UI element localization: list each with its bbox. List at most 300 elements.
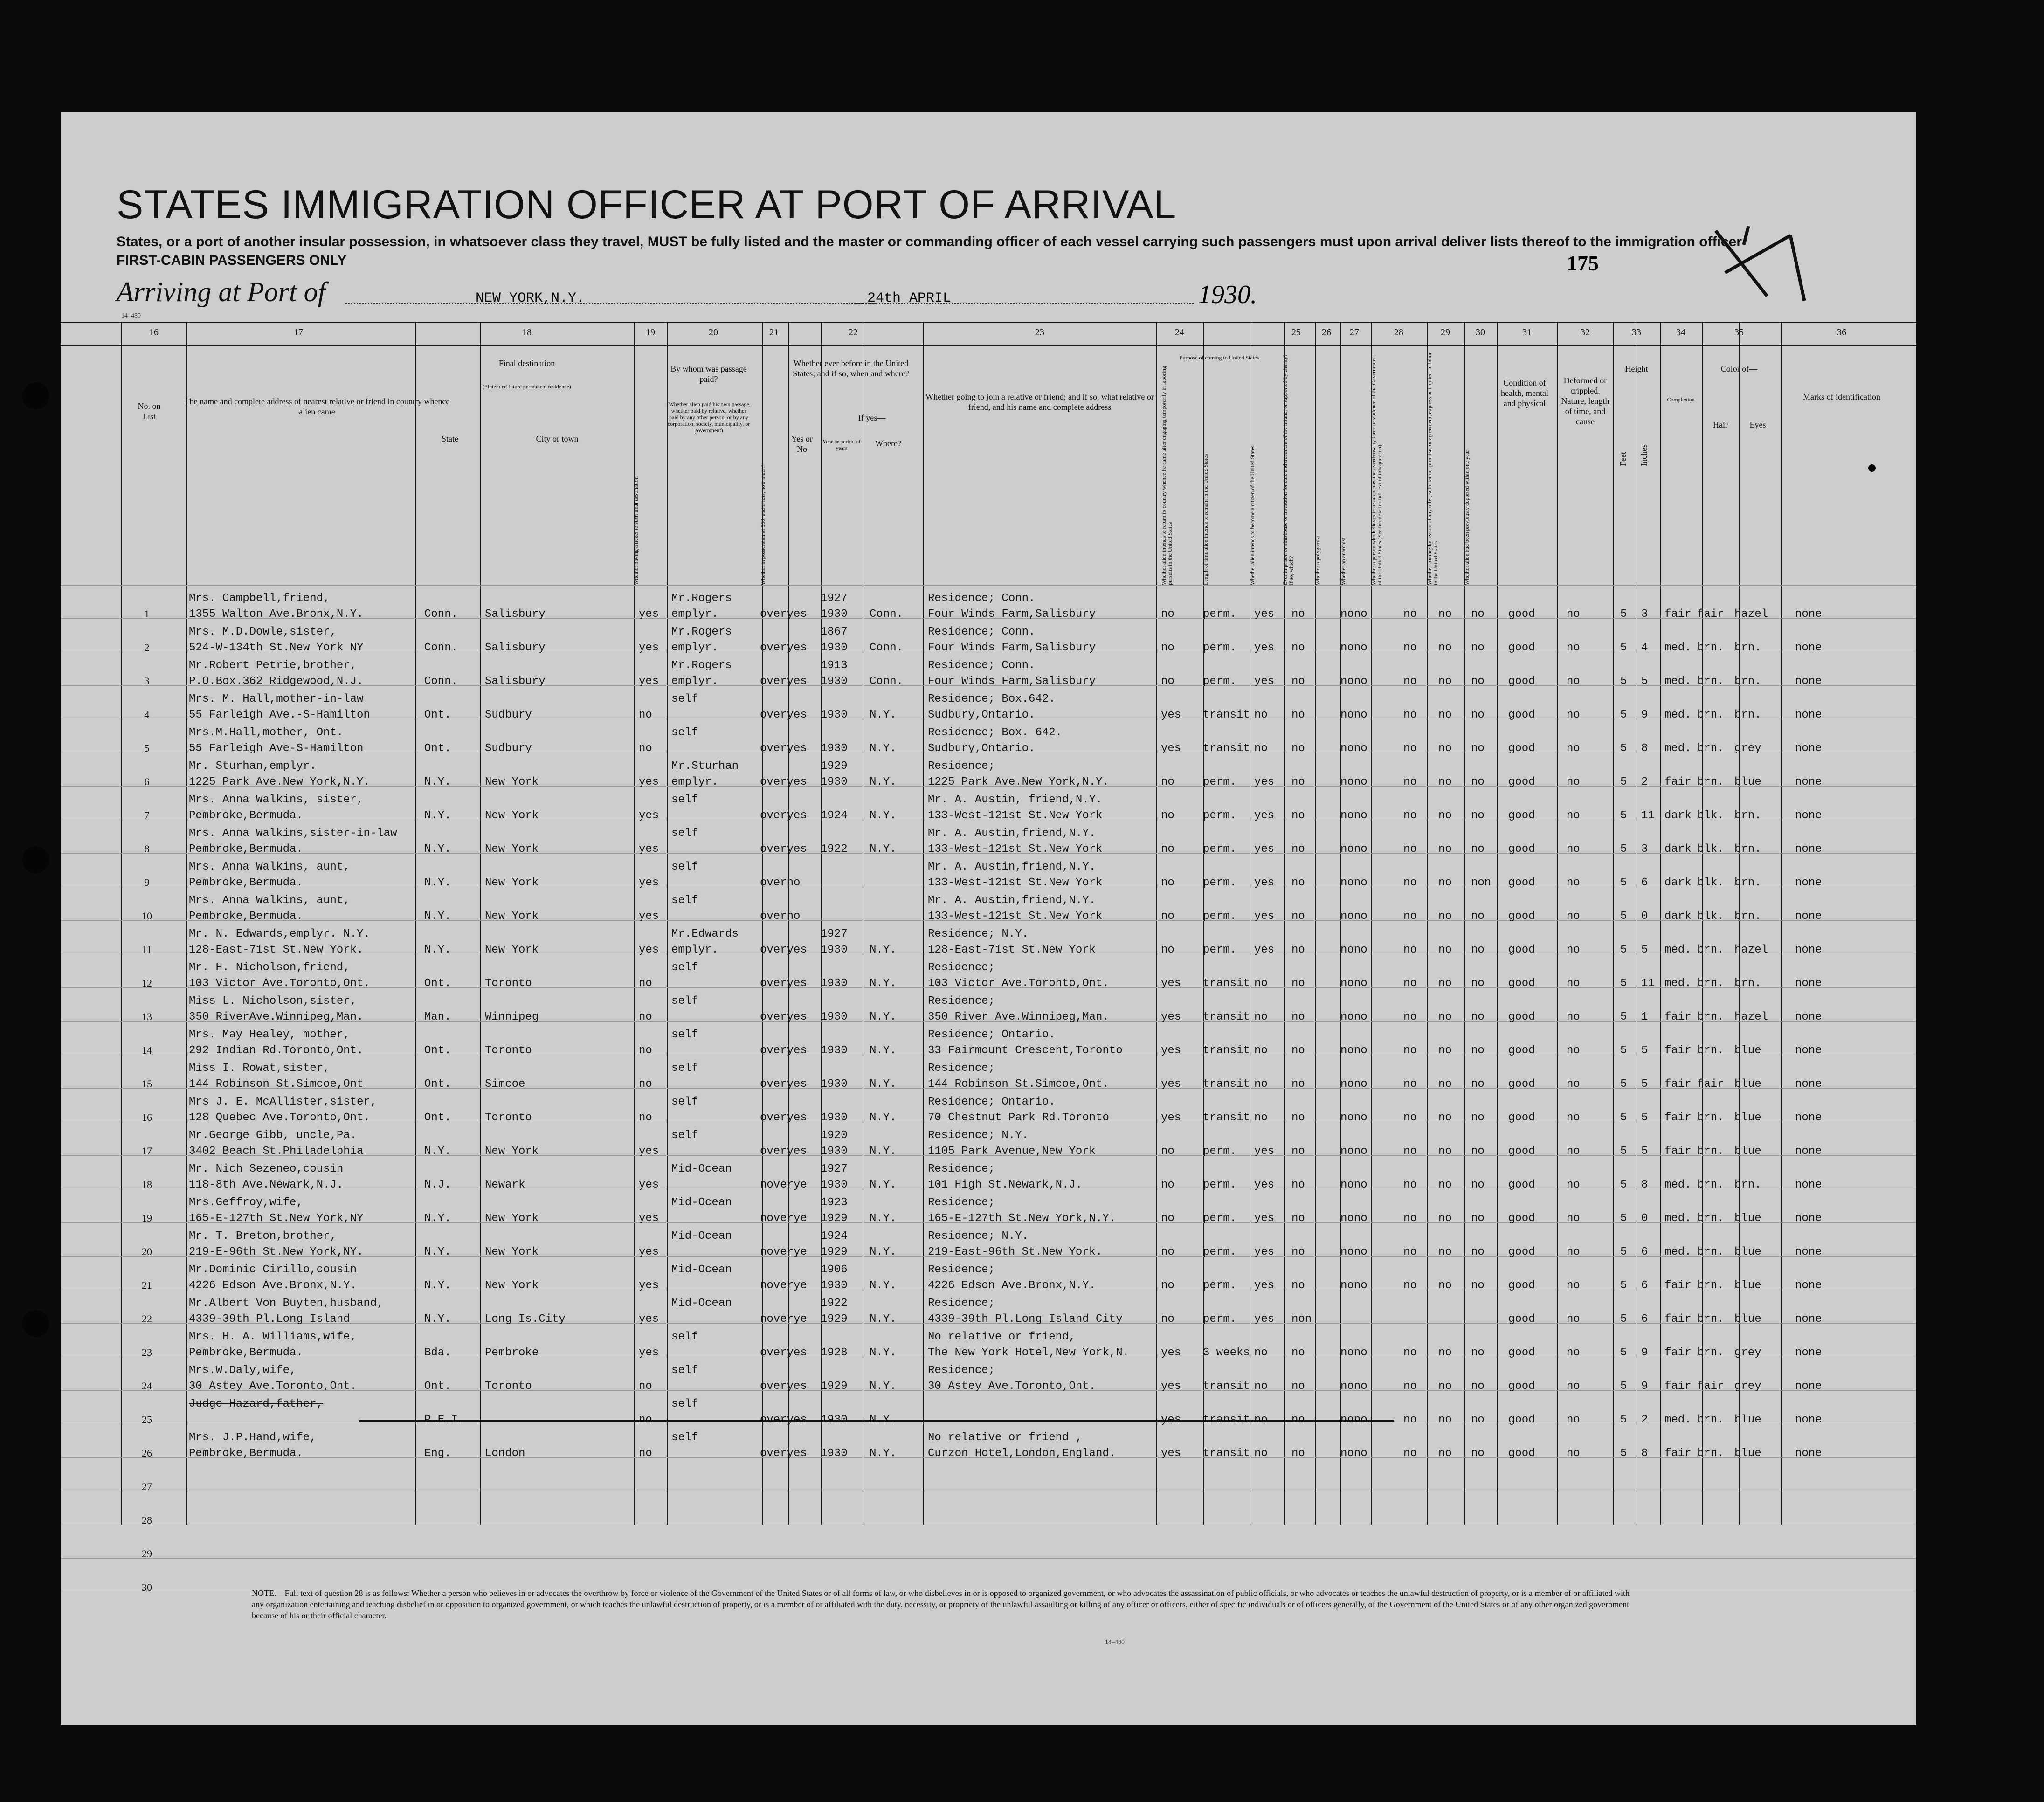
- cell-state: Ont.: [424, 742, 451, 755]
- cell-inches: 8: [1641, 1447, 1648, 1460]
- cell-eyes: brn.: [1734, 977, 1761, 990]
- cell-feet: 5: [1620, 742, 1627, 755]
- cell-year2: 1930: [821, 709, 848, 721]
- cell-city: New York: [485, 877, 539, 889]
- cell-feet: 5: [1620, 1179, 1627, 1191]
- cell-citizen: yes: [1254, 944, 1275, 956]
- cell-inches: 11: [1641, 977, 1655, 990]
- cell-eyes: brn.: [1734, 1179, 1761, 1191]
- cell-join1: Mr. A. Austin,friend,N.Y.: [928, 827, 1096, 840]
- cell-health: good: [1508, 675, 1535, 688]
- cell-c29: no: [1438, 843, 1452, 856]
- cell-rel2: Pembroke,Bermuda.: [189, 1447, 303, 1460]
- cell-c29: no: [1438, 1212, 1452, 1225]
- cell-city: Toronto: [485, 1044, 532, 1057]
- cell-state: N.Y.: [424, 1279, 451, 1292]
- row-number: 11: [142, 944, 152, 955]
- hdr-c24b: Length of time alien intends to remain in the United States: [1202, 454, 1209, 585]
- cell-join2: 133-West-121st St.New York: [928, 809, 1103, 822]
- cell-health: good: [1508, 1414, 1535, 1426]
- cell-prison: no: [1291, 608, 1305, 621]
- cell-eyes: blue: [1734, 1447, 1761, 1460]
- cell-inches: 2: [1641, 1414, 1648, 1426]
- cell-c30: no: [1471, 1145, 1485, 1158]
- cell-join2: 70 Chestnut Park Rd.Toronto: [928, 1112, 1109, 1124]
- cell-length: transit: [1203, 1044, 1250, 1057]
- cell-perm: no: [1161, 608, 1174, 621]
- cell-health: good: [1508, 1279, 1535, 1292]
- cell-complexion: med.: [1664, 1179, 1692, 1191]
- cell-deformed: no: [1567, 1212, 1580, 1225]
- cell-perm: yes: [1161, 1044, 1181, 1057]
- cell-complexion: fair: [1664, 1044, 1692, 1057]
- cell-prison: no: [1291, 1346, 1305, 1359]
- cell-hair: brn.: [1697, 1212, 1724, 1225]
- cell-money: noverye: [760, 1313, 807, 1326]
- cell-health: good: [1508, 1313, 1535, 1326]
- cell-join2: 133-West-121st St.New York: [928, 877, 1103, 889]
- cell-citizen: no: [1254, 1447, 1268, 1460]
- cell-year2: 1929: [821, 1380, 848, 1393]
- cell-paid1: Mr.Edwards: [671, 928, 739, 940]
- cell-poly: nono: [1340, 1346, 1367, 1359]
- cell-where: N.Y.: [870, 1011, 897, 1023]
- cell-inches: 11: [1641, 809, 1655, 822]
- cell-rel1: Mrs. Anna Walkins, sister,: [189, 794, 364, 806]
- hdr-c33: Height: [1625, 364, 1648, 373]
- cell-where: N.Y.: [870, 809, 897, 822]
- cell-c28: no: [1403, 1279, 1417, 1292]
- cell-complexion: fair: [1664, 776, 1692, 788]
- footnote: NOTE.—Full text of question 28 is as follows: Whether a person who believes in or advocates the overthrow by force or violence of the Government of the United States or of all forms of law, or who disbelieves in or is opposed to organized government, or who advocates the assassination of public officials, or who advocates or teaches the unlawful destruction of property, or is a member of or affiliated with any organization entertaining and teaching disbelief in or opposition to organized government, or which teaches the unlawful destruction of property, or is a member of or affiliated with the duty, necessity, or propriety of the unlawful assaulting or killing of any officer or officers, either of specific individuals or of officers generally, of the Government of the United States or of any other organized government because of his or their official character.: [252, 1588, 1630, 1620]
- cell-c30: no: [1471, 1112, 1485, 1124]
- cell-c29: no: [1438, 1078, 1452, 1091]
- cell-length: 3 weeks: [1203, 1346, 1250, 1359]
- cell-year1: 1927: [821, 928, 848, 940]
- cell-rel1: Miss I. Rowat,sister,: [189, 1062, 330, 1075]
- cell-eyes: brn.: [1734, 910, 1761, 923]
- cell-year1: 1929: [821, 760, 848, 773]
- cell-where: N.Y.: [870, 709, 897, 721]
- cell-poly: nono: [1340, 1078, 1367, 1091]
- cell-money: noverye: [760, 1246, 807, 1258]
- cell-paid1: self: [671, 1398, 698, 1410]
- cell-complexion: fair: [1664, 1380, 1692, 1393]
- cell-hair: brn.: [1697, 776, 1724, 788]
- row-number: 19: [142, 1212, 152, 1224]
- cell-where: N.Y.: [870, 776, 897, 788]
- row-number: 25: [142, 1414, 152, 1425]
- cell-prison: no: [1291, 977, 1305, 990]
- cell-ticket: no: [639, 709, 652, 721]
- cell-perm: no: [1161, 776, 1174, 788]
- cell-c30: no: [1471, 1212, 1485, 1225]
- cell-inches: 0: [1641, 910, 1648, 923]
- cell-where: N.Y.: [870, 1179, 897, 1191]
- cell-feet: 5: [1620, 944, 1627, 956]
- cell-length: perm.: [1203, 809, 1237, 822]
- cell-feet: 5: [1620, 1078, 1627, 1091]
- row-number: 8: [144, 843, 150, 855]
- column-number: 28: [1394, 327, 1403, 338]
- row-number: 24: [142, 1380, 152, 1392]
- cell-year2: 1930: [821, 675, 848, 688]
- cell-marks: none: [1795, 1044, 1822, 1057]
- cell-money: overyes: [760, 843, 807, 856]
- cell-eyes: brn.: [1734, 709, 1761, 721]
- cell-city: New York: [485, 1279, 539, 1292]
- cell-poly: nono: [1340, 709, 1367, 721]
- cell-hair: brn.: [1697, 675, 1724, 688]
- cell-join1: Residence; Box.642.: [928, 693, 1056, 705]
- column-number: 32: [1581, 327, 1590, 338]
- cell-feet: 5: [1620, 1011, 1627, 1023]
- cell-c30: no: [1471, 742, 1485, 755]
- cell-paid1: self: [671, 1029, 698, 1041]
- cell-poly: nono: [1340, 1414, 1367, 1426]
- ink-dot: [1868, 464, 1876, 472]
- cell-prison: no: [1291, 1078, 1305, 1091]
- cell-state: N.Y.: [424, 877, 451, 889]
- cell-join2: Four Winds Farm,Salisbury: [928, 675, 1096, 688]
- column-number: 30: [1476, 327, 1485, 338]
- cell-perm: no: [1161, 642, 1174, 654]
- strike-line: [359, 1420, 1394, 1422]
- cell-deformed: no: [1567, 608, 1580, 621]
- cell-c29: no: [1438, 944, 1452, 956]
- cell-join1: Residence; N.Y.: [928, 1129, 1029, 1142]
- cell-inches: 0: [1641, 1212, 1648, 1225]
- cell-where: N.Y.: [870, 1447, 897, 1460]
- cell-perm: no: [1161, 843, 1174, 856]
- cell-length: transit: [1203, 1447, 1250, 1460]
- cell-complexion: med.: [1664, 1246, 1692, 1258]
- cell-city: Pembroke: [485, 1346, 539, 1359]
- cell-join1: Residence;: [928, 1062, 995, 1075]
- cell-rel2: Pembroke,Bermuda.: [189, 910, 303, 923]
- cell-state: N.Y.: [424, 1246, 451, 1258]
- cell-feet: 5: [1620, 1346, 1627, 1359]
- cell-length: perm.: [1203, 776, 1237, 788]
- cell-state: Conn.: [424, 642, 458, 654]
- cell-complexion: fair: [1664, 1078, 1692, 1091]
- cell-citizen: no: [1254, 1078, 1268, 1091]
- cell-paid1: Mid-Ocean: [671, 1163, 732, 1175]
- cell-rel2: Pembroke,Bermuda.: [189, 1346, 303, 1359]
- cell-citizen: yes: [1254, 877, 1275, 889]
- cell-c30: no: [1471, 1078, 1485, 1091]
- cell-where: Conn.: [870, 608, 904, 621]
- arriving-year: 1930.: [1198, 280, 1257, 309]
- cell-year1: 1924: [821, 1230, 848, 1243]
- hdr-c34: Complexion: [1667, 396, 1695, 403]
- cell-ticket: yes: [639, 910, 659, 923]
- cell-paid1: Mr.Rogers: [671, 626, 732, 638]
- hdr-c18-note: (*Intended future permanent residence): [483, 383, 571, 390]
- page-number: 175: [1567, 251, 1599, 275]
- cell-deformed: no: [1567, 1414, 1580, 1426]
- cell-hair: brn.: [1697, 1112, 1724, 1124]
- cell-paid1: self: [671, 995, 698, 1008]
- cell-join1: Residence; Ontario.: [928, 1096, 1056, 1108]
- cell-c30: no: [1471, 675, 1485, 688]
- cell-c29: no: [1438, 977, 1452, 990]
- cell-c30: no: [1471, 1346, 1485, 1359]
- cell-rel1: Mr.Dominic Cirillo,cousin: [189, 1263, 357, 1276]
- cell-join1: Residence; N.Y.: [928, 1230, 1029, 1243]
- hdr-c19: Whether having a ticket to such final destination: [633, 476, 639, 585]
- cell-year2: 1929: [821, 1212, 848, 1225]
- cell-rel2: P.O.Box.362 Ridgewood,N.J.: [189, 675, 364, 688]
- cell-complexion: fair: [1664, 1279, 1692, 1292]
- cell-c30: no: [1471, 1044, 1485, 1057]
- cell-c28: no: [1403, 1145, 1417, 1158]
- cell-c29: no: [1438, 1044, 1452, 1057]
- cell-paid1: Mr.Rogers: [671, 659, 732, 672]
- cell-eyes: blue: [1734, 776, 1761, 788]
- cell-c30: no: [1471, 608, 1485, 621]
- cell-prison: no: [1291, 709, 1305, 721]
- cell-feet: 5: [1620, 1246, 1627, 1258]
- cell-health: good: [1508, 1011, 1535, 1023]
- cell-money: overyes: [760, 1447, 807, 1460]
- cell-ticket: yes: [639, 944, 659, 956]
- cell-hair: brn.: [1697, 742, 1724, 755]
- cell-inches: 1: [1641, 1011, 1648, 1023]
- cell-prison: no: [1291, 1011, 1305, 1023]
- cell-rel2: 4339-39th Pl.Long Island: [189, 1313, 350, 1326]
- cell-where: N.Y.: [870, 1078, 897, 1091]
- cell-state: Bda.: [424, 1346, 451, 1359]
- cell-complexion: dark: [1664, 877, 1692, 889]
- column-rule: [788, 322, 789, 1525]
- cell-rel1: Mr. T. Breton,brother,: [189, 1230, 337, 1243]
- cell-c28: no: [1403, 877, 1417, 889]
- cell-length: perm.: [1203, 1179, 1237, 1191]
- cell-inches: 5: [1641, 1112, 1648, 1124]
- column-rule: [186, 322, 187, 1525]
- hdr-c22-ifyes: If yes—: [858, 413, 886, 422]
- subtitle-line: States, or a port of another insular possession, in whatsoever class they travel, MUST be fully listed and the master or commanding officer of each vessel carrying such passengers must upon arrival deliver lists thereof to the immigration officer: [117, 234, 1742, 249]
- cell-health: good: [1508, 1145, 1535, 1158]
- column-rule: [1497, 322, 1498, 1525]
- arriving-port: NEW YORK,N.Y.: [476, 290, 585, 306]
- cell-length: transit: [1203, 1078, 1250, 1091]
- cell-eyes: blue: [1734, 1212, 1761, 1225]
- cell-rel1: Mr.Albert Von Buyten,husband,: [189, 1297, 384, 1310]
- cell-length: perm.: [1203, 608, 1237, 621]
- hdr-c30: Whether alien had been previously deported within one year: [1464, 450, 1470, 585]
- cell-state: Ont.: [424, 1380, 451, 1393]
- cell-join2: 128-East-71st St.New York: [928, 944, 1096, 956]
- cell-eyes: brn.: [1734, 642, 1761, 654]
- cell-marks: none: [1795, 809, 1822, 822]
- cell-c28: no: [1403, 1044, 1417, 1057]
- cell-join1: Residence;: [928, 1163, 995, 1175]
- handwritten-mark-icon: [1697, 217, 1818, 310]
- cell-ticket: yes: [639, 877, 659, 889]
- cell-year2: 1930: [821, 1078, 848, 1091]
- cell-money: overyes: [760, 1044, 807, 1057]
- column-rule: [821, 322, 822, 1525]
- cell-eyes: grey: [1734, 742, 1761, 755]
- cell-city: Salisbury: [485, 608, 546, 621]
- cell-perm: yes: [1161, 1447, 1181, 1460]
- cell-join2: 350 River Ave.Winnipeg,Man.: [928, 1011, 1109, 1023]
- cell-rel2: 144 Robinson St.Simcoe,Ont: [189, 1078, 364, 1091]
- cell-join2: Curzon Hotel,London,England.: [928, 1447, 1116, 1460]
- cell-citizen: yes: [1254, 608, 1275, 621]
- cell-hair: fair: [1697, 608, 1724, 621]
- cell-join2: 30 Astey Ave.Toronto,Ont.: [928, 1380, 1096, 1393]
- cell-deformed: no: [1567, 1279, 1580, 1292]
- cell-rel1: Mrs. May Healey, mother,: [189, 1029, 350, 1041]
- cell-eyes: hazel: [1734, 944, 1768, 956]
- cell-rel1: Mrs J. E. McAllister,sister,: [189, 1096, 377, 1108]
- cell-length: perm.: [1203, 1212, 1237, 1225]
- cell-rel1: Miss L. Nicholson,sister,: [189, 995, 357, 1008]
- hdr-c36: Marks of identification: [1803, 392, 1880, 401]
- binder-hole: [22, 846, 49, 873]
- cell-join2: 33 Fairmount Crescent,Toronto: [928, 1044, 1123, 1057]
- cell-rel2: 55 Farleigh Ave-S-Hamilton: [189, 742, 364, 755]
- cell-rel2: 165-E-127th St.New York,NY: [189, 1212, 364, 1225]
- cell-perm: yes: [1161, 1380, 1181, 1393]
- cell-year2: 1930: [821, 608, 848, 621]
- row-rule: [61, 585, 1916, 586]
- cell-rel2: 1355 Walton Ave.Bronx,N.Y.: [189, 608, 364, 621]
- cell-feet: 5: [1620, 675, 1627, 688]
- cell-c30: no: [1471, 910, 1485, 923]
- cell-health: good: [1508, 843, 1535, 856]
- cell-join2: 144 Robinson St.Simcoe,Ont.: [928, 1078, 1109, 1091]
- cell-perm: yes: [1161, 742, 1181, 755]
- cell-ticket: yes: [639, 776, 659, 788]
- cell-state: N.Y.: [424, 910, 451, 923]
- cell-where: N.Y.: [870, 1313, 897, 1326]
- cell-complexion: fair: [1664, 1313, 1692, 1326]
- hdr-c23: Whether going to join a relative or friend; and if so, what relative or friend, and his name and complete address: [925, 392, 1154, 412]
- hdr-c22-where: Where?: [875, 439, 901, 448]
- cell-money: overyes: [760, 675, 807, 688]
- cell-money: noverye: [760, 1279, 807, 1292]
- cell-state: N.Y.: [424, 1145, 451, 1158]
- cell-rel2: 128-East-71st St.New York.: [189, 944, 364, 956]
- cell-city: New York: [485, 910, 539, 923]
- cell-join1: Residence; Conn.: [928, 592, 1036, 605]
- cell-money: overno: [760, 910, 801, 923]
- cell-perm: yes: [1161, 977, 1181, 990]
- hdr-c18-state: State: [442, 434, 458, 443]
- cell-complexion: dark: [1664, 809, 1692, 822]
- cell-where: N.Y.: [870, 1112, 897, 1124]
- cell-c29: no: [1438, 910, 1452, 923]
- hdr-c16: No. on List: [138, 401, 161, 421]
- cell-hair: brn.: [1697, 1179, 1724, 1191]
- cell-state: N.Y.: [424, 944, 451, 956]
- cell-citizen: yes: [1254, 1179, 1275, 1191]
- cell-inches: 6: [1641, 1313, 1648, 1326]
- cell-city: New York: [485, 1246, 539, 1258]
- cell-prison: no: [1291, 944, 1305, 956]
- cell-rel2: 350 RiverAve.Winnipeg,Man.: [189, 1011, 364, 1023]
- cell-where: N.Y.: [870, 1212, 897, 1225]
- hdr-c27: Whether an anarchist: [1340, 538, 1347, 585]
- cell-rel1: Mrs. M.D.Dowle,sister,: [189, 626, 337, 638]
- cell-deformed: no: [1567, 843, 1580, 856]
- cell-inches: 8: [1641, 742, 1648, 755]
- cell-rel1: Mrs. Anna Walkins, aunt,: [189, 861, 350, 873]
- cell-city: Sudbury: [485, 742, 532, 755]
- row-number: 3: [144, 675, 150, 687]
- cell-inches: 9: [1641, 1380, 1648, 1393]
- hdr-c24: Purpose of coming to United States: [1179, 354, 1259, 361]
- hdr-c22-yesno: Yes or No: [791, 434, 813, 454]
- cell-feet: 5: [1620, 1313, 1627, 1326]
- cell-perm: yes: [1161, 1346, 1181, 1359]
- cell-deformed: no: [1567, 1346, 1580, 1359]
- cell-join1: Residence;: [928, 961, 995, 974]
- cell-prison: no: [1291, 910, 1305, 923]
- hdr-c20: By whom was passage paid?: [670, 364, 747, 384]
- cell-feet: 5: [1620, 1279, 1627, 1292]
- cell-complexion: med.: [1664, 709, 1692, 721]
- cell-marks: none: [1795, 709, 1822, 721]
- cell-citizen: no: [1254, 1380, 1268, 1393]
- cell-state: Ont.: [424, 1112, 451, 1124]
- cell-c28: no: [1403, 910, 1417, 923]
- cell-eyes: blue: [1734, 1246, 1761, 1258]
- cell-citizen: no: [1254, 709, 1268, 721]
- cell-join2: The New York Hotel,New York,N.: [928, 1346, 1130, 1359]
- cell-citizen: no: [1254, 1414, 1268, 1426]
- cell-poly: nono: [1340, 1145, 1367, 1158]
- row-number: 12: [142, 977, 152, 989]
- cell-c30: no: [1471, 1380, 1485, 1393]
- row-number: 20: [142, 1246, 152, 1257]
- cell-rel2: Pembroke,Bermuda.: [189, 843, 303, 856]
- hdr-c18-city: City or town: [536, 434, 579, 443]
- cell-year1: 1867: [821, 626, 848, 638]
- cell-join1: Residence;: [928, 760, 995, 773]
- cell-prison: no: [1291, 809, 1305, 822]
- cell-length: perm.: [1203, 843, 1237, 856]
- cell-hair: blk.: [1697, 877, 1724, 889]
- cell-c28: no: [1403, 1447, 1417, 1460]
- cell-deformed: no: [1567, 910, 1580, 923]
- cell-ticket: yes: [639, 1212, 659, 1225]
- cell-city: Salisbury: [485, 642, 546, 654]
- hdr-c35: Color of—: [1720, 364, 1758, 373]
- cell-ticket: no: [639, 742, 652, 755]
- cell-hair: brn.: [1697, 1279, 1724, 1292]
- cell-deformed: no: [1567, 1447, 1580, 1460]
- cell-length: transit: [1203, 1011, 1250, 1023]
- cell-marks: none: [1795, 1246, 1822, 1258]
- cell-health: good: [1508, 709, 1535, 721]
- cell-prison: no: [1291, 1414, 1305, 1426]
- cell-c28: no: [1403, 977, 1417, 990]
- cell-complexion: fair: [1664, 1447, 1692, 1460]
- row-number: 9: [144, 877, 150, 888]
- row-number: 28: [142, 1514, 152, 1526]
- cell-marks: none: [1795, 1011, 1822, 1023]
- cell-hair: brn.: [1697, 709, 1724, 721]
- cell-deformed: no: [1567, 1313, 1580, 1326]
- cell-length: transit: [1203, 1414, 1250, 1426]
- cell-length: perm.: [1203, 1246, 1237, 1258]
- cell-prison: no: [1291, 675, 1305, 688]
